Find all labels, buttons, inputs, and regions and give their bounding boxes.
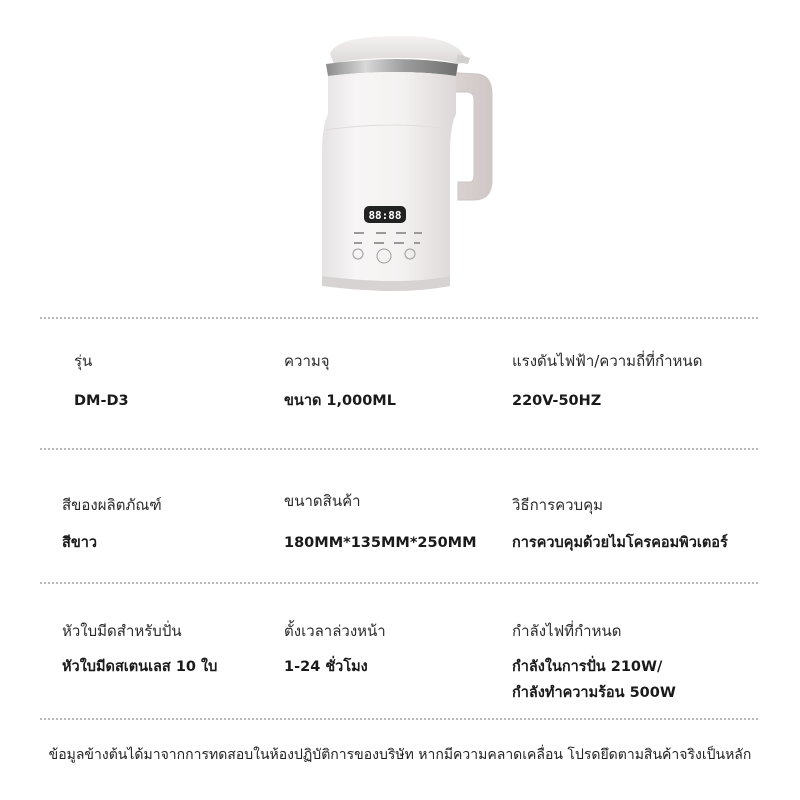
spec-rated-power xyxy=(512,620,676,706)
spec-voltage xyxy=(512,350,702,412)
spec-value-line-1: กำลังในการปั่น 210W/ xyxy=(512,659,663,675)
spec-blade xyxy=(62,620,217,678)
divider-3 xyxy=(40,582,758,584)
spec-color xyxy=(62,494,162,554)
spec-label: กำลังไฟที่กำหนด xyxy=(512,622,622,640)
divider-4 xyxy=(40,718,758,720)
soymilk-maker-illustration xyxy=(290,14,520,304)
spec-value: 1-24 ชั่วโมง xyxy=(284,659,368,675)
spec-value: DM-D3 xyxy=(74,393,129,409)
product-image xyxy=(290,14,520,304)
divider-1 xyxy=(40,317,758,319)
spec-label: แรงดันไฟฟ้า/ความถี่ที่กำหนด xyxy=(512,352,703,370)
spec-capacity xyxy=(284,350,396,412)
spec-timer xyxy=(284,620,386,678)
spec-label: สีของผลิตภัณฑ์ xyxy=(62,496,162,514)
spec-value: 180MM*135MM*250MM xyxy=(284,535,477,551)
spec-model xyxy=(74,350,129,412)
spec-value: สีขาว xyxy=(62,535,98,551)
divider-2 xyxy=(40,448,758,450)
spec-label: วิธีการควบคุม xyxy=(512,496,604,514)
spec-label: ขนาดสินค้า xyxy=(284,492,361,510)
spec-value-line-2: กำลังทำความร้อน 500W xyxy=(512,685,676,701)
spec-label: ความจุ xyxy=(284,352,330,370)
spec-control-method xyxy=(512,494,728,554)
footnote: ข้อมูลข้างต้นได้มาจากการทดสอบในห้องปฏิบัติการของบริษัท หากมีความคลาดเคลื่อน โปรดยึดตามสินค้าจริงเป็นหลัก xyxy=(48,747,752,763)
spec-label: หัวใบมีดสำหรับปั่น xyxy=(62,622,182,640)
spec-value: หัวใบมีดสเตนเลส 10 ใบ xyxy=(62,659,218,675)
body xyxy=(322,72,456,281)
spec-value: 220V-50HZ xyxy=(512,393,602,409)
spec-label: ตั้งเวลาล่วงหน้า xyxy=(284,622,386,640)
spec-value: ขนาด 1,000ML xyxy=(284,393,396,409)
spec-value: การควบคุมด้วยไมโครคอมพิวเตอร์ xyxy=(512,535,728,551)
display-digits: 88:88 xyxy=(368,209,402,222)
spec-dimensions xyxy=(284,490,477,554)
spec-label: รุ่น xyxy=(74,352,93,370)
